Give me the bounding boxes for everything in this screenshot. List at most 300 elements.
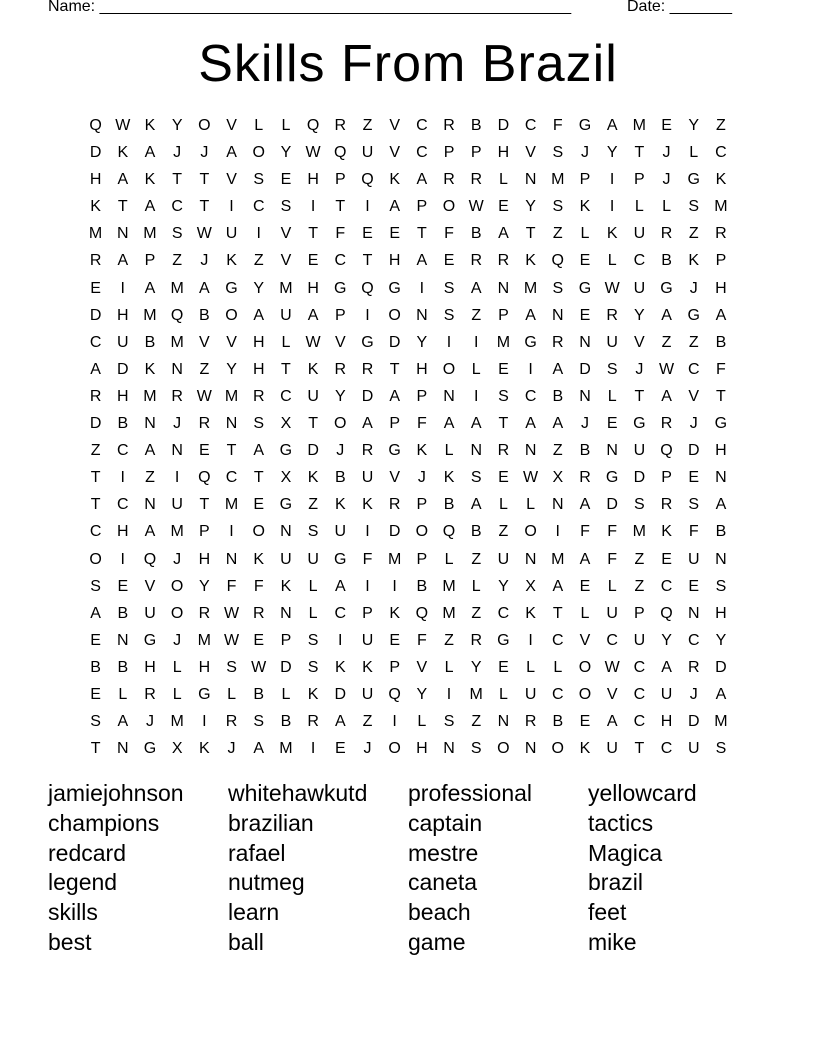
grid-letter: Z [661,333,672,351]
grid-letter: G [687,171,700,189]
grid-letter: I [365,577,370,595]
grid-letter: E [498,360,509,378]
word-bank-item: brazil [588,869,643,896]
grid-letter: I [555,523,560,541]
grid-letter: I [609,171,615,189]
grid-letter: L [281,685,291,703]
grid-letter: H [416,740,428,758]
grid-letter: Z [471,550,482,568]
grid-letter: O [551,740,564,758]
grid-letter: P [416,387,428,405]
grid-letter: W [468,198,484,216]
grid-letter: E [307,252,319,270]
grid-letter: C [633,713,646,731]
grid-letter: A [661,658,672,676]
grid-letter: E [498,198,509,216]
grid-letter: L [526,496,536,514]
grid-letter: I [338,631,343,649]
grid-letter: S [552,198,564,216]
grid-letter: R [171,387,183,405]
grid-letter: I [419,279,425,297]
grid-letter: A [362,415,373,433]
grid-letter: P [389,658,400,676]
grid-letter: B [416,577,428,595]
grid-letter: P [715,252,727,270]
grid-letter: H [252,333,265,351]
grid-letter: A [199,279,210,297]
grid-letter: R [89,252,102,270]
grid-letter: W [115,117,131,134]
grid-letter: J [417,469,426,487]
grid-letter: A [715,685,727,703]
grid-letter: B [470,523,482,541]
grid-letter: D [687,442,700,460]
grid-letter: D [606,496,618,514]
grid-letter: E [661,117,672,134]
grid-letter: U [687,550,700,568]
grid-letter: C [552,685,564,703]
grid-letter: K [579,198,591,216]
grid-letter: G [388,442,401,460]
grid-letter: V [199,333,210,351]
grid-letter: K [362,496,373,514]
grid-letter: M [279,740,293,758]
word-bank-item: caneta [408,869,478,896]
word-bank-item: brazilian [228,809,314,836]
grid-letter: L [498,171,508,189]
grid-letter: N [524,550,537,568]
grid-letter: C [117,496,129,514]
grid-letter: I [120,469,125,487]
grid-letter: R [89,387,102,405]
grid-letter: Z [471,604,482,622]
grid-letter: V [389,469,400,487]
grid-letter: D [497,117,510,134]
grid-letter: H [117,387,129,405]
grid-letter: I [365,306,370,324]
grid-letter: Z [498,523,509,541]
grid-letter: D [361,387,374,405]
grid-letter: T [199,198,210,216]
grid-letter: U [280,550,292,568]
grid-letter: W [658,360,675,378]
grid-letter: G [578,279,592,297]
grid-letter: A [416,252,428,270]
grid-letter: B [470,117,482,134]
grid-letter: S [715,740,727,758]
grid-letter: I [120,279,125,297]
grid-letter: P [334,171,346,189]
grid-letter: A [334,577,346,595]
grid-letter: A [90,360,101,378]
grid-letter: J [635,360,644,378]
grid-letter: Y [416,685,428,703]
grid-letter: M [442,577,456,595]
grid-letter: Z [634,577,645,595]
word-bank-item: yellowcard [588,780,697,806]
grid-letter: U [524,685,537,703]
grid-letter: M [170,333,184,351]
grid-letter: M [387,550,402,568]
grid-letter: A [579,496,591,514]
grid-letter: E [389,225,400,243]
grid-letter: K [307,685,319,703]
grid-letter: U [171,496,183,514]
grid-letter: N [497,279,510,297]
grid-letter: T [362,252,373,270]
grid-letter: U [361,631,374,649]
grid-letter: B [661,252,672,270]
grid-letter: R [361,360,374,378]
grid-letter: K [253,550,265,568]
grid-letter: N [470,442,482,460]
grid-letter: G [279,496,293,514]
grid-letter: L [254,117,264,134]
grid-letter: S [606,360,618,378]
grid-letter: V [579,631,591,649]
grid-letter: B [715,333,727,351]
grid-letter: B [144,333,156,351]
grid-letter: L [498,685,508,703]
grid-letter: F [226,577,237,595]
grid-letter: E [498,469,509,487]
grid-letter: I [473,333,479,351]
grid-letter: H [89,171,102,189]
grid-letter: A [470,496,482,514]
grid-letter: Z [634,550,645,568]
grid-letter: S [498,387,509,405]
grid-letter: A [498,225,509,243]
grid-letter: E [90,685,101,703]
grid-letter: M [632,117,646,134]
grid-letter: K [389,171,400,189]
grid-letter: G [714,415,728,433]
grid-letter: F [416,631,427,649]
grid-letter: R [334,360,347,378]
grid-letter: C [117,442,129,460]
grid-letter: F [416,415,427,433]
grid-letter: W [251,658,267,676]
grid-letter: A [715,496,727,514]
grid-letter: K [226,252,237,270]
grid-letter: E [253,631,265,649]
grid-letter: E [661,550,672,568]
grid-letter: U [497,550,510,568]
grid-letter: W [305,144,321,162]
grid-letter: S [688,496,700,514]
word-bank-item: captain [408,809,483,836]
grid-letter: N [579,333,591,351]
grid-letter: A [470,415,482,433]
grid-letter: T [172,171,183,189]
grid-letter: L [607,252,617,270]
grid-letter: K [606,225,618,243]
grid-letter: E [579,252,591,270]
grid-letter: I [528,360,533,378]
grid-letter: B [579,442,591,460]
grid-letter: A [389,198,400,216]
grid-letter: T [335,198,346,216]
grid-letter: M [88,225,103,243]
grid-letter: Y [634,306,645,324]
grid-letter: M [224,387,239,405]
grid-letter: S [552,144,564,162]
grid-letter: J [363,740,372,758]
grid-letter: P [199,523,210,541]
grid-letter: C [416,144,428,162]
grid-letter: G [334,550,347,568]
grid-letter: N [443,387,455,405]
grid-letter: T [525,225,536,243]
grid-letter: G [687,306,700,324]
grid-letter: S [226,658,237,676]
grid-letter: K [144,360,156,378]
grid-letter: Q [442,523,456,541]
grid-letter: G [524,333,537,351]
grid-letter: V [334,333,346,351]
grid-letter: X [280,415,292,433]
grid-letter: W [604,658,620,676]
grid-letter: A [90,604,101,622]
grid-letter: I [174,469,180,487]
grid-letter: R [715,225,727,243]
grid-letter: S [253,415,265,433]
grid-letter: R [334,117,347,134]
grid-letter: C [606,631,618,649]
grid-letter: Y [498,577,509,595]
grid-letter: R [524,713,537,731]
grid-letter: A [144,279,156,297]
grid-letter: K [525,252,536,270]
grid-letter: V [634,333,645,351]
grid-letter: A [334,713,346,731]
grid-letter: Y [280,144,292,162]
grid-letter: F [253,577,264,595]
grid-letter: P [416,198,428,216]
grid-letter: W [523,469,539,487]
grid-letter: S [307,658,319,676]
grid-letter: J [227,740,236,758]
grid-letter: O [225,306,238,324]
grid-letter: P [634,604,645,622]
grid-letter: L [444,550,454,568]
grid-letter: Y [253,279,265,297]
grid-letter: R [443,171,455,189]
grid-letter: L [417,713,427,731]
grid-letter: C [715,144,727,162]
grid-letter: K [307,360,319,378]
grid-letter: A [117,171,129,189]
grid-letter: T [308,225,318,243]
grid-letter: D [307,442,319,460]
grid-letter: M [442,604,456,622]
grid-letter: C [524,117,537,134]
grid-letter: A [253,740,265,758]
grid-letter: U [633,225,646,243]
grid-letter: Z [253,252,264,270]
grid-letter: M [170,713,184,731]
grid-letter: E [253,496,265,514]
grid-letter: V [280,252,292,270]
grid-letter: Z [90,442,101,460]
grid-letter: L [444,658,454,676]
grid-letter: U [606,333,618,351]
grid-letter: R [388,496,401,514]
word-bank-item: rafael [228,839,286,866]
grid-letter: A [715,306,727,324]
word-bank-item: nutmeg [228,869,305,896]
grid-letter: I [446,333,452,351]
grid-letter: C [280,387,292,405]
grid-letter: C [633,658,646,676]
grid-letter: Y [171,117,183,134]
grid-letter: D [715,658,727,676]
grid-letter: Y [226,360,237,378]
grid-letter: M [143,387,157,405]
grid-letter: C [552,631,564,649]
grid-letter: Q [415,604,429,622]
grid-letter: N [117,631,129,649]
grid-letter: Q [170,306,184,324]
grid-letter: O [497,740,510,758]
grid-letter: L [498,496,508,514]
grid-letter: H [307,171,319,189]
grid-letter: I [528,631,533,649]
grid-letter: R [497,252,510,270]
grid-letter: B [90,658,101,676]
grid-letter: U [633,442,646,460]
grid-letter: E [688,577,700,595]
grid-letter: Z [199,360,210,378]
grid-letter: Z [716,117,726,134]
grid-letter: R [144,685,156,703]
grid-letter: H [660,713,673,731]
grid-letter: Y [470,658,482,676]
grid-letter: Z [552,442,563,460]
grid-letter: E [90,279,101,297]
grid-letter: E [498,658,509,676]
grid-letter: Q [660,442,673,460]
grid-letter: W [196,387,212,405]
grid-letter: O [252,144,265,162]
word-bank-item: legend [48,869,118,896]
grid-letter: A [253,306,265,324]
grid-letter: R [198,604,211,622]
grid-letter: K [90,198,101,216]
word-bank-item: redcard [48,839,126,866]
grid-letter: C [660,740,673,758]
grid-letter: T [389,360,400,378]
grid-letter: I [310,198,316,216]
grid-letter: Y [416,333,428,351]
grid-letter: A [525,415,536,433]
grid-letter: G [334,279,347,297]
grid-letter: K [280,577,292,595]
grid-letter: M [170,279,184,297]
grid-letter: J [662,171,671,189]
grid-letter: G [660,279,673,297]
grid-letter: M [469,685,483,703]
grid-letter: W [305,333,321,351]
grid-letter: M [197,631,211,649]
grid-letter: C [497,604,510,622]
grid-letter: Q [361,171,374,189]
grid-letter: K [117,144,129,162]
grid-letter: H [198,658,211,676]
grid-letter: V [389,117,400,134]
grid-letter: O [578,658,592,676]
grid-letter: A [606,713,618,731]
grid-letter: U [361,685,374,703]
grid-letter: O [388,306,401,324]
grid-letter: R [198,415,211,433]
grid-letter: N [144,415,156,433]
grid-letter: M [170,523,184,541]
grid-letter: L [580,604,590,622]
grid-letter: U [633,631,646,649]
grid-letter: I [229,198,234,216]
grid-letter: L [172,658,182,676]
grid-letter: U [280,306,292,324]
grid-letter: F [716,360,726,378]
grid-letter: S [307,523,319,541]
grid-letter: G [225,279,238,297]
grid-letter: V [688,387,700,405]
grid-letter: H [198,550,211,568]
grid-letter: S [715,577,727,595]
word-bank-item: mike [588,928,637,955]
grid-letter: Z [145,469,155,487]
grid-letter: U [334,523,347,541]
grid-letter: D [334,685,347,703]
grid-letter: L [281,117,291,134]
grid-letter: Z [552,225,563,243]
grid-letter: A [661,387,672,405]
grid-letter: Q [551,252,564,270]
word-bank-item: professional [408,780,533,806]
grid-letter: N [497,713,510,731]
grid-letter: M [224,496,239,514]
grid-letter: V [606,685,618,703]
grid-letter: K [334,496,346,514]
grid-letter: S [280,198,292,216]
grid-letter: O [252,523,265,541]
grid-letter: O [388,740,401,758]
grid-letter: R [470,171,482,189]
grid-letter: N [715,550,727,568]
grid-letter: R [579,469,591,487]
grid-letter: E [606,415,618,433]
grid-letter: N [552,306,564,324]
grid-letter: B [552,387,564,405]
grid-letter: L [471,360,481,378]
grid-letter: A [253,442,265,460]
grid-letter: F [580,523,590,541]
grid-letter: G [497,631,510,649]
grid-letter: K [362,658,373,676]
grid-letter: L [281,333,291,351]
grid-letter: S [470,469,482,487]
grid-letter: I [365,198,370,216]
grid-letter: O [578,685,592,703]
grid-letter: Z [688,225,699,243]
grid-letter: H [144,658,156,676]
grid-letter: A [117,252,129,270]
grid-letter: D [687,713,700,731]
grid-letter: J [173,144,182,162]
grid-letter: V [416,658,428,676]
grid-letter: M [523,279,538,297]
